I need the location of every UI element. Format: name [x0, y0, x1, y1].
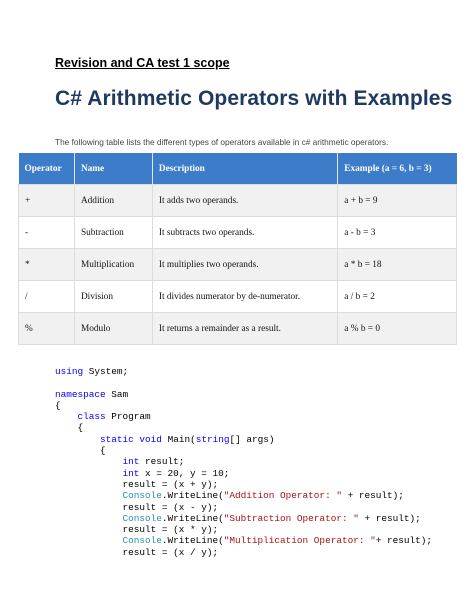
- column-header: Description: [152, 153, 337, 185]
- code-line: [55, 524, 432, 535]
- code-text: [] args): [229, 433, 275, 445]
- code-text: [55, 434, 100, 445]
- code-keyword: string: [195, 433, 230, 445]
- code-text: + result);: [358, 512, 421, 524]
- code-line: [55, 479, 432, 490]
- code-type: Console: [122, 535, 162, 547]
- code-text: result = (x - y);: [55, 501, 219, 513]
- table-cell: /: [19, 281, 75, 313]
- table-cell: Multiplication: [74, 249, 152, 281]
- code-text: [55, 490, 123, 501]
- code-keyword: class: [77, 411, 106, 423]
- table-cell: *: [19, 249, 75, 281]
- section-heading: Revision and CA test 1 scope: [55, 56, 230, 70]
- table-cell: Subtraction: [74, 217, 152, 249]
- code-line: [55, 490, 432, 501]
- code-line: [55, 456, 432, 467]
- code-string: "Addition Operator: ": [223, 490, 342, 502]
- code-string: "Multiplication Operator: ": [223, 535, 376, 547]
- table-row: [19, 217, 457, 249]
- code-text: Main(: [161, 433, 196, 445]
- code-line: [55, 535, 432, 546]
- code-text: {: [55, 399, 61, 411]
- operators-table: [18, 153, 457, 345]
- table-row: [19, 281, 457, 313]
- code-string: "Subtraction Operator: ": [223, 512, 359, 524]
- code-type: Console: [122, 512, 162, 524]
- table-cell: It returns a remainder as a result.: [152, 313, 337, 345]
- table-cell: %: [19, 313, 75, 345]
- table-cell: a * b = 18: [338, 249, 457, 281]
- table-row: [19, 313, 457, 345]
- code-text: x = 20, y = 10;: [139, 467, 230, 479]
- table-cell: It divides numerator by de-numerator.: [152, 281, 337, 313]
- code-keyword: using: [55, 366, 84, 377]
- column-header: Example (a = 6, b = 3): [338, 153, 457, 185]
- table-cell: +: [19, 185, 75, 217]
- code-text: [55, 411, 78, 422]
- table-cell: It subtracts two operands.: [152, 217, 337, 249]
- code-line: [55, 400, 432, 411]
- code-text: System;: [83, 366, 129, 377]
- code-text: [55, 468, 123, 479]
- code-text: .WriteLine(: [161, 512, 224, 524]
- code-line: [55, 377, 432, 388]
- code-text: Sam: [105, 388, 129, 400]
- table-cell: Modulo: [74, 313, 152, 345]
- code-line: [55, 411, 432, 422]
- code-line: [55, 468, 432, 479]
- table-cell: a % b = 0: [338, 313, 457, 345]
- code-text: result = (x * y);: [55, 524, 219, 536]
- code-type: Console: [122, 490, 162, 502]
- table-cell: It multiplies two operands.: [152, 249, 337, 281]
- table-header-row: [19, 153, 457, 185]
- table-cell: a / b = 2: [338, 281, 457, 313]
- code-text: Program: [105, 411, 151, 423]
- code-text: result = (x + y);: [55, 478, 219, 490]
- code-text: result = (x / y);: [55, 546, 219, 558]
- code-text: .WriteLine(: [161, 535, 224, 547]
- table-cell: -: [19, 217, 75, 249]
- intro-paragraph: The following table lists the different types of operators available in c# arithmetic operators.: [55, 137, 389, 147]
- page-title: C# Arithmetic Operators with Examples: [55, 87, 453, 110]
- code-text: {: [55, 445, 106, 457]
- table-row: [19, 249, 457, 281]
- code-keyword: int: [122, 467, 140, 479]
- code-block: [55, 366, 432, 558]
- code-line: [55, 502, 432, 513]
- code-text: result;: [139, 456, 185, 468]
- column-header: Name: [74, 153, 152, 185]
- table-cell: a + b = 9: [338, 185, 457, 217]
- table-row: [19, 185, 457, 217]
- column-header: Operator: [19, 153, 75, 185]
- code-text: + result);: [375, 535, 432, 547]
- code-keyword: int: [122, 456, 140, 468]
- code-line: [55, 422, 432, 433]
- code-line: [55, 513, 432, 524]
- code-line: [55, 389, 432, 400]
- code-keyword: static: [100, 433, 134, 445]
- code-text: [55, 535, 123, 546]
- code-line: [55, 547, 432, 558]
- code-text: + result);: [341, 490, 404, 502]
- code-text: .WriteLine(: [161, 490, 224, 502]
- code-line: [55, 434, 432, 445]
- table-cell: It adds two operands.: [152, 185, 337, 217]
- code-text: [55, 513, 123, 524]
- code-keyword: namespace: [55, 388, 106, 400]
- code-line: [55, 366, 432, 377]
- table-cell: Addition: [74, 185, 152, 217]
- table-cell: a - b = 3: [338, 217, 457, 249]
- code-keyword: void: [139, 433, 162, 445]
- table-cell: Division: [74, 281, 152, 313]
- code-line: [55, 445, 432, 456]
- code-text: {: [55, 422, 84, 434]
- code-text: [55, 456, 123, 467]
